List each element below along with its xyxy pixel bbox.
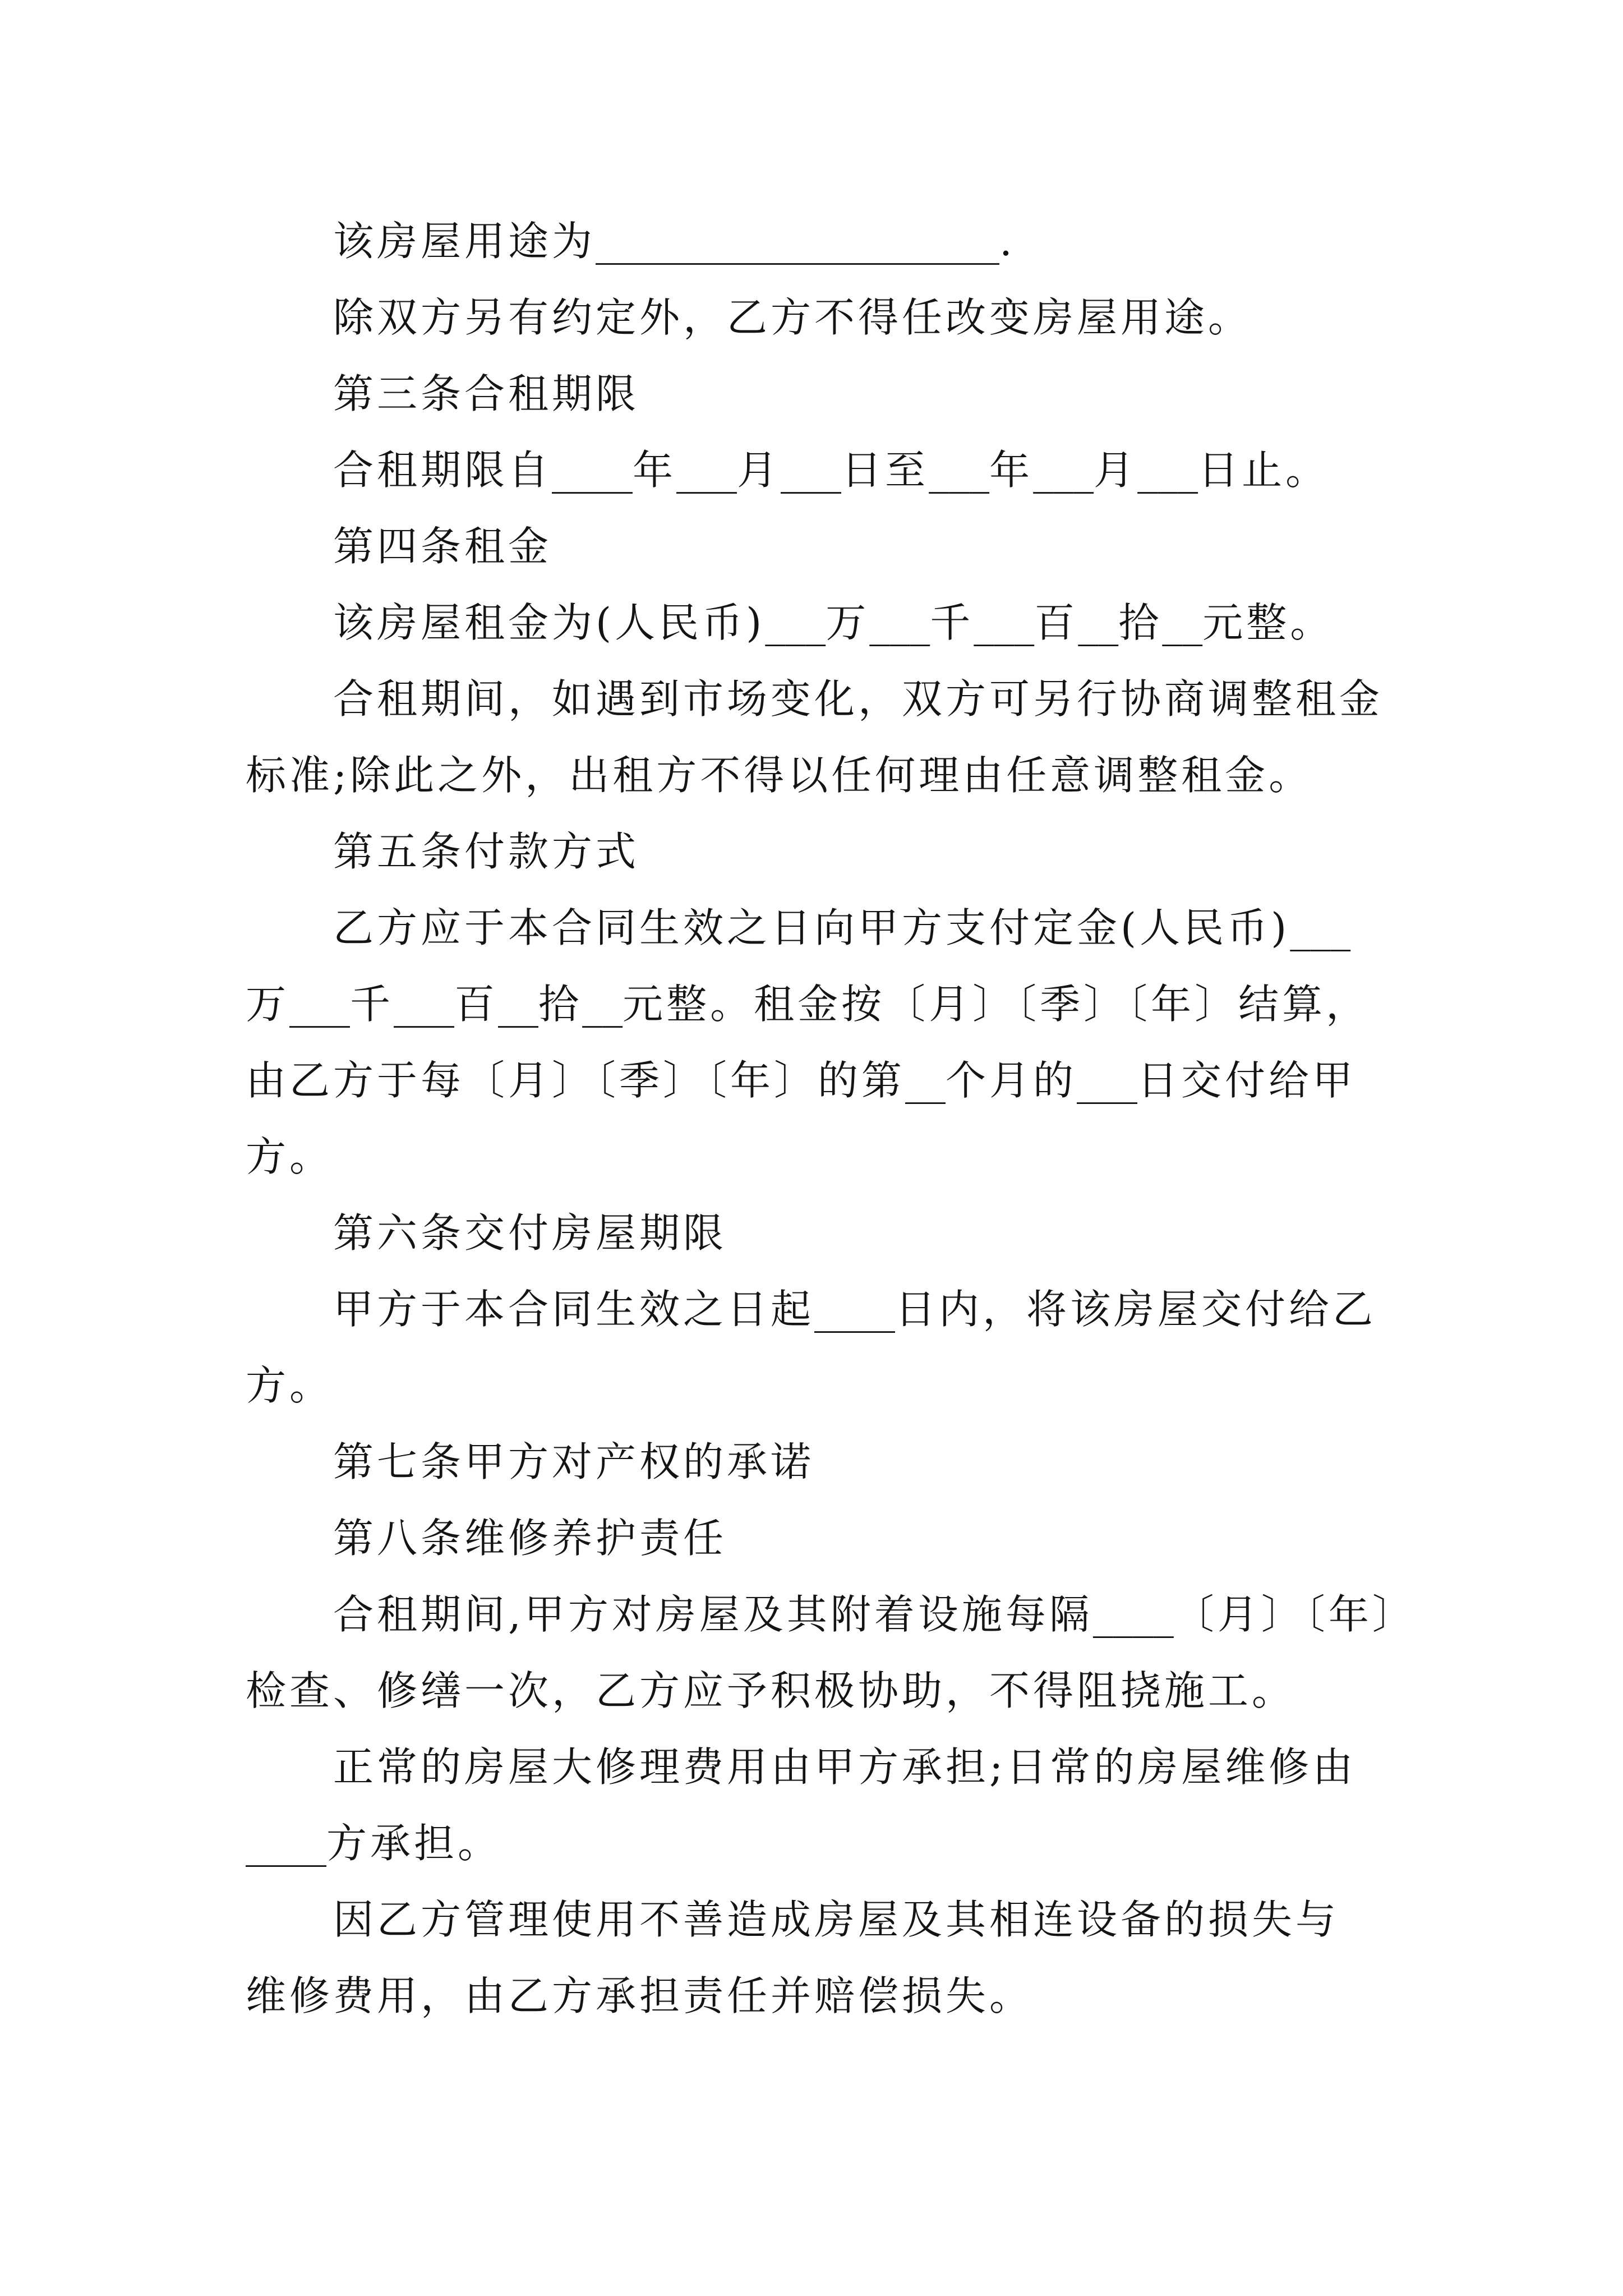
fill-in-blank: __ bbox=[1162, 599, 1203, 646]
fill-in-blank: ____ bbox=[1092, 1591, 1174, 1638]
repair-cost-line: ____方承担。 bbox=[246, 1820, 502, 1867]
clause-4-heading: 第四条租金 bbox=[333, 523, 552, 570]
usage-line: 该房屋用途为____________________. bbox=[333, 218, 1016, 265]
fill-in-blank: ___ bbox=[1033, 447, 1094, 494]
delivery-term-line: 甲方于本合同生效之日起____日内，将该房屋交付给乙 bbox=[333, 1286, 1377, 1333]
payment-terms-line: 万___千___百__拾__元整。租金按〔月〕〔季〕〔年〕结算， bbox=[246, 981, 1370, 1028]
fill-in-blank: ___ bbox=[929, 447, 990, 494]
damage-liability-line: 维修费用，由乙方承担责任并赔偿损失。 bbox=[246, 1972, 1034, 2019]
inspection-line: 合租期间,甲方对房屋及其附着设施每隔____〔月〕〔年〕 bbox=[333, 1591, 1416, 1638]
fill-in-blank: ___ bbox=[1077, 1057, 1138, 1104]
usage-restriction-line: 除双方另有约定外，乙方不得任改变房屋用途。 bbox=[333, 294, 1252, 341]
fill-in-blank: ___ bbox=[1290, 904, 1351, 951]
fill-in-blank: __ bbox=[498, 981, 539, 1028]
lease-term-line: 合租期限自____年___月___日至___年___月___日止。 bbox=[333, 447, 1330, 494]
fill-in-blank: __ bbox=[905, 1057, 946, 1104]
fill-in-blank: ___ bbox=[394, 981, 455, 1028]
fill-in-blank: __ bbox=[1078, 599, 1119, 646]
contract-body bbox=[246, 203, 1479, 2034]
rent-amount-line: 该房屋租金为(人民币)___万___千___百__拾__元整。 bbox=[333, 599, 1334, 646]
damage-liability-line: 因乙方管理使用不善造成房屋及其相连设备的损失与 bbox=[333, 1896, 1340, 1943]
fill-in-blank: ____ bbox=[246, 1820, 326, 1867]
payment-terms-line: 方。 bbox=[246, 1133, 334, 1180]
fill-in-blank: ___ bbox=[781, 447, 842, 494]
fill-in-blank: ___ bbox=[765, 599, 826, 646]
clause-3-heading: 第三条合租期限 bbox=[333, 370, 640, 417]
fill-in-blank: ___ bbox=[1137, 447, 1198, 494]
rent-adjustment-line: 合租期间，如遇到市场变化，双方可另行协商调整租金 bbox=[333, 675, 1384, 723]
repair-cost-line: 正常的房屋大修理费用由甲方承担;日常的房屋维修由 bbox=[333, 1743, 1357, 1791]
clause-8-heading: 第八条维修养护责任 bbox=[333, 1515, 727, 1562]
fill-in-blank: ___ bbox=[289, 981, 351, 1028]
fill-in-blank: ___ bbox=[974, 599, 1035, 646]
delivery-term-line: 方。 bbox=[246, 1362, 334, 1409]
fill-in-blank: __ bbox=[582, 981, 623, 1028]
payment-terms-line: 由乙方于每〔月〕〔季〕〔年〕的第__个月的___日交付给甲 bbox=[246, 1057, 1357, 1104]
fill-in-blank: ____________________ bbox=[596, 218, 1000, 265]
clause-6-heading: 第六条交付房屋期限 bbox=[333, 1209, 727, 1257]
inspection-line: 检查、修缮一次，乙方应予积极协助，不得阻挠施工。 bbox=[246, 1667, 1296, 1714]
clause-5-heading: 第五条付款方式 bbox=[333, 828, 640, 875]
rent-adjustment-line: 标准;除此之外，出租方不得以任何理由任意调整租金。 bbox=[246, 752, 1313, 799]
fill-in-blank: ____ bbox=[552, 447, 633, 494]
payment-terms-line: 乙方应于本合同生效之日向甲方支付定金(人民币)___ bbox=[333, 904, 1351, 951]
clause-7-heading: 第七条甲方对产权的承诺 bbox=[333, 1438, 815, 1485]
fill-in-blank: ___ bbox=[869, 599, 930, 646]
fill-in-blank: ____ bbox=[814, 1286, 896, 1333]
fill-in-blank: ___ bbox=[676, 447, 737, 494]
